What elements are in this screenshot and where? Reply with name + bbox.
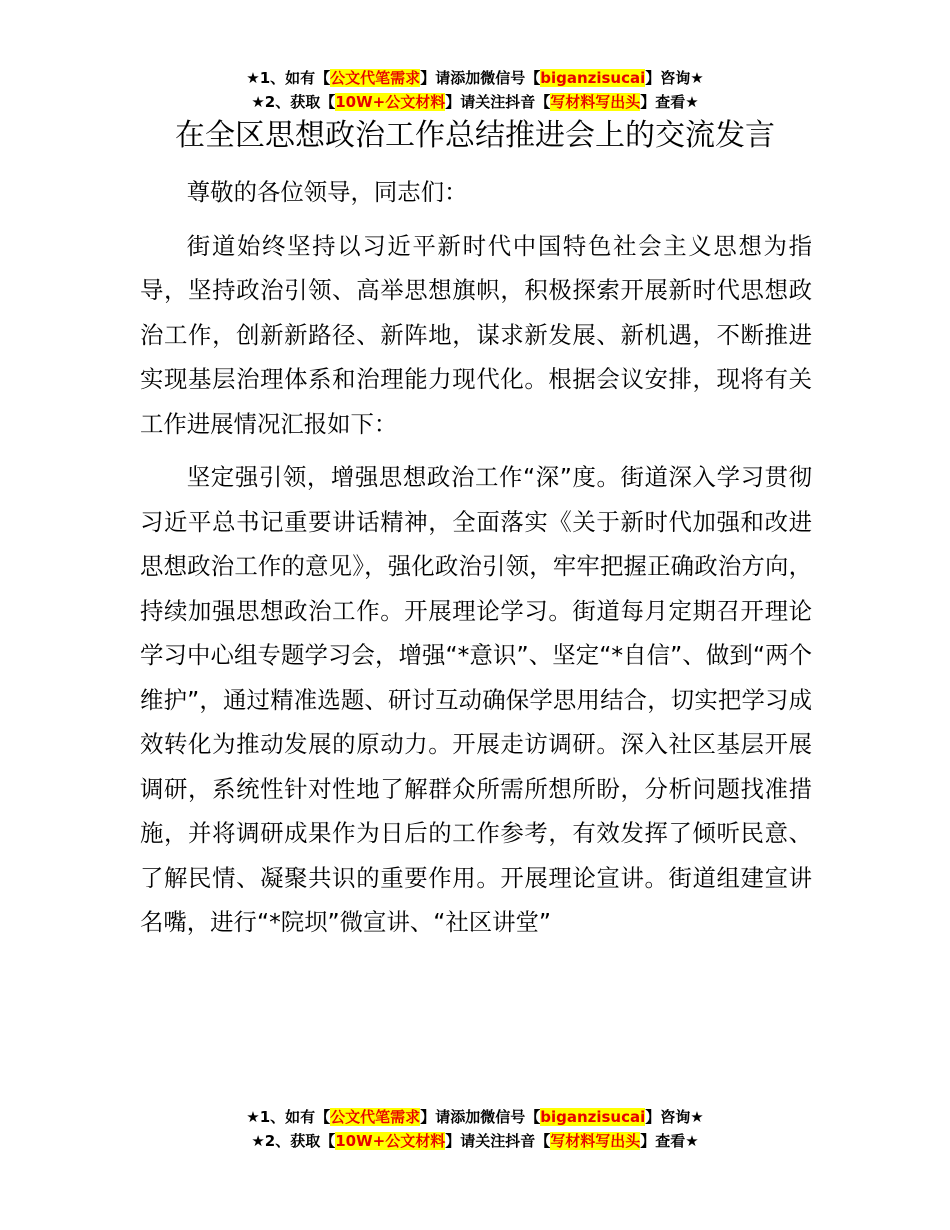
paragraph: 坚定强引领，增强思想政治工作“深”度。街道深入学习贯彻习近平总书记重要讲话精神，全面落实《关于新时代加强和改进思想政治工作的意见》，强化政治引领，牢牢把握正确政治方向，持续加强思想政治工作。开展理论学习。街道每月定期召开理论学习中心组专题学习会，增强“*意识”、坚定“*自信”、做到“两个维护”，通过精准选题、研讨互动确保学思用结合，切实把学习成效转化为推动发展的原动力。开展走访调研。深入社区基层开展调研，系统性针对性地了解群众所需所想所盼，分析问题找准措施，并将调研成果作为日后的工作参考，有效发挥了倾听民意、了解民情、凝聚共识的重要作用。开展理论宣讲。街道组建宣讲名嘴，进行“*院坝”微宣讲、“社区讲堂” — [140, 463, 812, 936]
paragraph: 街道始终坚持以习近平新时代中国特色社会主义思想为指导，坚持政治引领、高举思想旗帜，积极探索开展新时代思想政治工作，创新新路径、新阵地，谋求新发展、新机遇，不断推进实现基层治理体系和治理能力现代化。根据会议安排，现将有关工作进展情况汇报如下： — [140, 231, 812, 438]
banner-text: 】查看★ — [640, 1132, 699, 1150]
banner-line-2 — [0, 1129, 950, 1153]
banner-line-2 — [0, 90, 950, 114]
banner-highlight-douyin: 写材料写出头 — [550, 93, 641, 111]
banner-highlight-douyin: 写材料写出头 — [550, 1132, 641, 1150]
banner-highlight: 10W+公文材料 — [335, 93, 446, 111]
banner-text: 】请关注抖音【 — [445, 1132, 551, 1150]
salutation: 尊敬的各位领导，同志们： — [186, 178, 468, 206]
banner-line-1 — [0, 66, 950, 90]
document-body — [140, 170, 812, 954]
banner-text: ★2、获取【 — [251, 93, 336, 111]
banner-text: 】咨询★ — [645, 69, 704, 87]
banner-text: ★2、获取【 — [251, 1132, 336, 1150]
banner-text: ★1、如有【 — [246, 69, 331, 87]
banner-text: 】请添加微信号【 — [420, 1108, 541, 1126]
banner-highlight-wechat-id: biganzisucai — [540, 1108, 646, 1126]
banner-line-1 — [0, 1105, 950, 1129]
document-title: 在全区思想政治工作总结推进会上的交流发言 — [175, 118, 775, 153]
banner-text: 】请添加微信号【 — [420, 69, 541, 87]
banner-highlight: 公文代笔需求 — [330, 1108, 421, 1126]
footer-banner — [0, 1105, 950, 1153]
banner-text: 】咨询★ — [645, 1108, 704, 1126]
banner-text: 】请关注抖音【 — [445, 93, 551, 111]
banner-highlight: 10W+公文材料 — [335, 1132, 446, 1150]
header-banner — [0, 66, 950, 114]
banner-highlight: 公文代笔需求 — [330, 69, 421, 87]
banner-text: 】查看★ — [640, 93, 699, 111]
banner-highlight-wechat-id: biganzisucai — [540, 69, 646, 87]
banner-text: ★1、如有【 — [246, 1108, 331, 1126]
